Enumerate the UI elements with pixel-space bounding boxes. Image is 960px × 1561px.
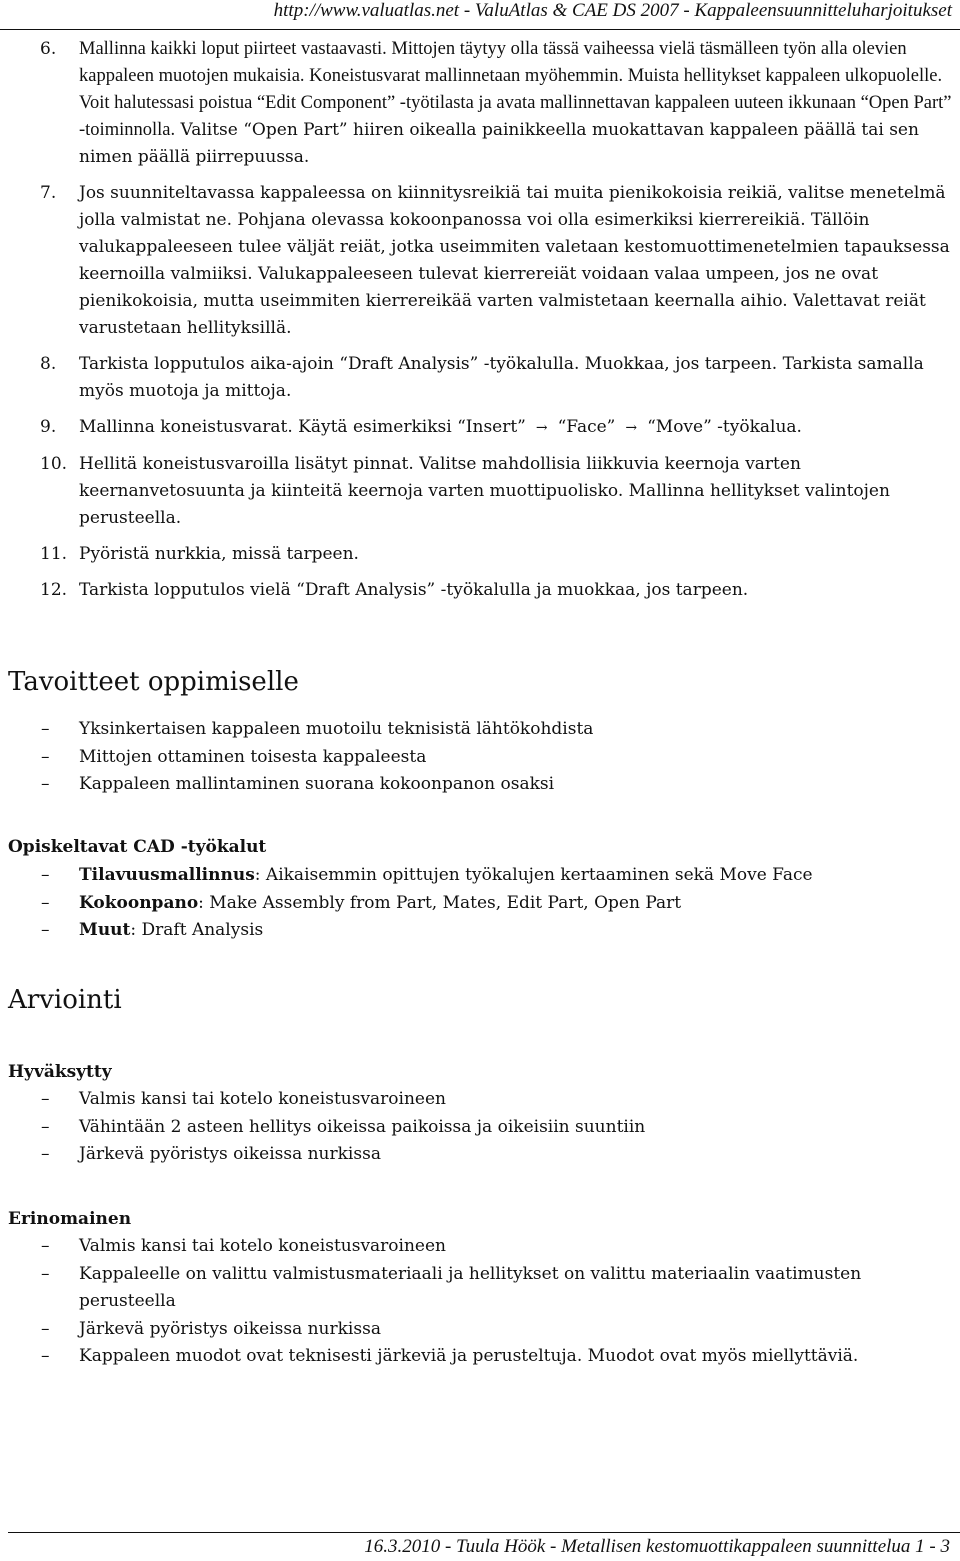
step-item bbox=[0, 351, 960, 405]
dash-bullet: – bbox=[41, 1236, 50, 1256]
list-item-text: Mittojen ottaminen toisesta kappaleesta bbox=[79, 746, 427, 767]
passed-criteria-list bbox=[0, 1086, 960, 1169]
assessment-heading: Arviointi bbox=[8, 985, 122, 1015]
tool-category-label: Tilavuusmallinnus bbox=[79, 865, 255, 885]
list-item-text: Kappaleen muodot ovat teknisesti järkeviä ja perusteltuja. Muodot ovat myös miellyttäviä. bbox=[79, 1346, 859, 1366]
list-item bbox=[0, 771, 939, 799]
dash-bullet: – bbox=[41, 920, 50, 940]
step-number: 6. bbox=[40, 39, 57, 59]
list-item bbox=[0, 1141, 939, 1169]
dash-bullet: – bbox=[41, 719, 50, 739]
dash-bullet: – bbox=[41, 892, 50, 913]
passed-heading: Hyväksytty bbox=[8, 1062, 112, 1082]
step-text-part: Mallinna kaikki loput piirteet vastaavasti. Mittojen täytyy olla tässä vaiheessa vielä täsmälleen työn alla olevien kappaleen muotojen mukaisia. Koneistusvarat mallinnetaan myöhemmin. Muista hellitykset kappaleen ulkopuolelle. Voit halutessasi poistua “Edit Component” -työtilasta ja avata mallinnettavan kappaleen uuteen ikkunaan “Open Part” -toiminnolla. bbox=[79, 39, 952, 140]
list-item-text: Järkevä pyöristys oikeissa nurkissa bbox=[79, 1144, 381, 1164]
step-text: Tarkista lopputulos aika-ajoin “Draft Analysis” -työkalulla. Muokkaa, jos tarpeen. Tarkista samalla myös muotoja ja mittoja. bbox=[79, 354, 924, 401]
step-text bbox=[79, 36, 955, 171]
step-text: Tarkista lopputulos vielä “Draft Analysis” -työkalulla ja muokkaa, jos tarpeen. bbox=[79, 580, 749, 600]
step-item bbox=[0, 541, 960, 568]
step-number: 9. bbox=[40, 417, 57, 437]
arrow-right-icon: → bbox=[625, 420, 638, 436]
step-text: Jos suunniteltavassa kappaleessa on kiinnitysreikiä tai muita pienikokoisia reikiä, valitse menetelmä jolla valmistat ne. Pohjana olevassa kokoonpanossa voi olla esimerkiksi kierrereikiä. Tällöin valukappaleeseen tulee väljät reiät, jotka useimmiten valetaan kestomuottimenetelmien tapauksessa keernoilla valmiiksi. Valukappaleeseen tulevat kierrereiät voidaan valaa umpeen, jos ne ovat pienikokoisia, mutta useimmiten kierrereikää varten valmistetaan keernalla aihio. Valettavat reiät varustetaan hellityksillä. bbox=[79, 183, 950, 338]
list-item bbox=[0, 1316, 939, 1344]
step-number: 8. bbox=[40, 354, 57, 374]
goals-list bbox=[0, 716, 960, 799]
dash-bullet: – bbox=[41, 1089, 50, 1109]
dash-bullet: – bbox=[41, 1263, 50, 1284]
step-text: Hellitä koneistusvaroilla lisätyt pinnat. Valitse mahdollisia liikkuvia keernoja varten keernanvetosuunta ja kiinteitä keernoja varten muottipuolisko. Mallinna hellitykset valintojen perusteella. bbox=[79, 454, 890, 528]
tool-description: : Make Assembly from Part, Mates, Edit Part, Open Part bbox=[198, 892, 682, 913]
step-number: 12. bbox=[40, 580, 68, 600]
list-item bbox=[0, 862, 939, 890]
list-item-text: Kappaleen mallintaminen suorana kokoonpanon osaksi bbox=[79, 774, 555, 794]
step-text bbox=[79, 414, 955, 442]
step-number: 10. bbox=[40, 454, 68, 474]
dash-bullet: – bbox=[41, 1116, 50, 1137]
step-text-part: “Move” -työkalua. bbox=[647, 417, 802, 437]
list-item bbox=[0, 1114, 939, 1142]
step-item bbox=[0, 451, 960, 532]
page-header bbox=[0, 0, 960, 32]
arrow-right-icon: → bbox=[535, 420, 548, 436]
tools-heading: Opiskeltavat CAD -työkalut bbox=[8, 837, 267, 857]
tool-category-label: Muut bbox=[79, 920, 131, 940]
step-text-part: Mallinna koneistusvarat. Käytä esimerkiksi “Insert” bbox=[79, 417, 526, 437]
tools-list bbox=[0, 862, 960, 945]
excellent-criteria-list bbox=[0, 1233, 960, 1371]
step-item bbox=[0, 36, 960, 171]
dash-bullet: – bbox=[41, 1346, 50, 1366]
dash-bullet: – bbox=[41, 1144, 50, 1164]
list-item bbox=[0, 890, 939, 918]
steps-list bbox=[0, 36, 960, 613]
step-text: Pyöristä nurkkia, missä tarpeen. bbox=[79, 544, 359, 564]
step-item bbox=[0, 577, 960, 604]
step-item bbox=[0, 180, 960, 342]
step-number: 7. bbox=[40, 183, 57, 203]
list-item-text: Valmis kansi tai kotelo koneistusvaroineen bbox=[79, 1089, 447, 1109]
list-item bbox=[0, 917, 939, 945]
step-text-part: Valitse “Open Part” hiiren oikealla painikkeella muokattavan kappaleen päällä tai sen nimen päällä piirrepuussa. bbox=[79, 120, 919, 167]
dash-bullet: – bbox=[41, 865, 50, 885]
footer-divider bbox=[8, 1532, 960, 1533]
dash-bullet: – bbox=[41, 774, 50, 794]
header-divider bbox=[0, 29, 960, 30]
step-item bbox=[0, 414, 960, 442]
list-item-text: Valmis kansi tai kotelo koneistusvaroineen bbox=[79, 1236, 447, 1256]
excellent-heading: Erinomainen bbox=[8, 1209, 132, 1229]
list-item-text: Kappaleelle on valittu valmistusmateriaali ja hellitykset on valittu materiaalin vaatimusten perusteella bbox=[79, 1263, 862, 1311]
list-item bbox=[0, 1343, 939, 1371]
step-number: 11. bbox=[40, 544, 68, 564]
step-text-part: “Face” bbox=[557, 417, 616, 437]
list-item bbox=[0, 1233, 939, 1261]
goals-heading: Tavoitteet oppimiselle bbox=[8, 667, 299, 697]
list-item-text: Vähintään 2 asteen hellitys oikeissa paikoissa ja oikeisiin suuntiin bbox=[79, 1116, 646, 1137]
list-item bbox=[0, 1261, 939, 1316]
header-url-text: http://www.valuatlas.net - ValuAtlas & CAE DS 2007 - Kappaleensuunnitteluharjoitukset bbox=[273, 0, 952, 21]
dash-bullet: – bbox=[41, 1318, 50, 1339]
list-item-text: Yksinkertaisen kappaleen muotoilu teknisistä lähtökohdista bbox=[79, 719, 594, 739]
page-footer: 16.3.2010 - Tuula Höök - Metallisen kestomuottikappaleen suunnittelua 1 - 3 bbox=[364, 1536, 950, 1557]
dash-bullet: – bbox=[41, 746, 50, 767]
tool-description: : Draft Analysis bbox=[130, 920, 264, 940]
list-item bbox=[0, 1086, 939, 1114]
tool-category-label: Kokoonpano bbox=[79, 892, 199, 913]
tool-description: : Aikaisemmin opittujen työkalujen kertaaminen sekä Move Face bbox=[254, 865, 813, 885]
list-item bbox=[0, 716, 939, 744]
list-item-text: Järkevä pyöristys oikeissa nurkissa bbox=[79, 1318, 381, 1339]
list-item bbox=[0, 744, 939, 772]
